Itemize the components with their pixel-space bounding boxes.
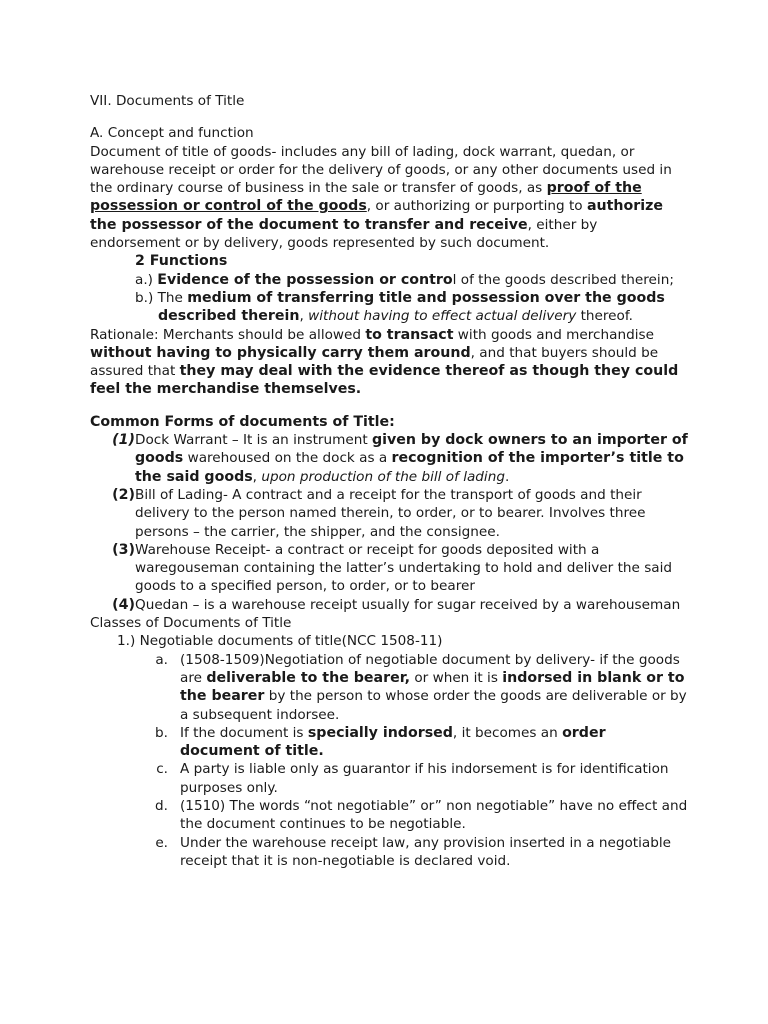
- subsection-a-heading: A. Concept and function: [90, 125, 254, 142]
- sub-item-e-text: Under the warehouse receipt law, any provision inserted in a negotiable receipt that it is non-negotiable is declared void.: [180, 834, 671, 869]
- sub-item-e: [90, 834, 690, 871]
- def-text-2: proof of the possession or control of the goods: [90, 180, 642, 215]
- sub-a-1: (1508-1509)Negotiation of negotiable document by delivery- if the goods are: [180, 651, 680, 686]
- function-b-italic: without having to effect actual delivery: [308, 308, 577, 325]
- sub-a-4: indorsed in blank or to the bearer: [180, 669, 685, 705]
- form-item-1: [90, 431, 690, 486]
- sub-item-d-letter: d.: [155, 797, 168, 814]
- sub-item-c-text: A party is liable only as guarantor if his indorsement is for identification purposes only.: [180, 761, 669, 796]
- form-item-3-number: (3): [112, 541, 135, 558]
- function-a-label: a.): [135, 271, 158, 288]
- sub-item-c: [90, 760, 690, 797]
- form-1-g: .: [504, 468, 510, 485]
- form-item-3-text: Warehouse Receipt- a contract or receipt for goods deposited with a waregouseman containing the latter’s undertaking to hold and deliver the said goods to a specified person, to order, or to bearer: [135, 541, 673, 595]
- rationale-2: to transact: [365, 326, 454, 343]
- form-item-2-text: Bill of Lading- A contract and a receipt for the transport of goods and their delivery to the person named therein, to order, or to bearer. Involves three persons – the carrier, the shipper, and the consignee.: [135, 486, 646, 540]
- form-1-e: ,: [252, 468, 262, 485]
- function-b: [135, 289, 690, 326]
- form-item-1-text: [135, 431, 690, 486]
- common-forms-block: [90, 413, 690, 614]
- rationale-paragraph: [90, 326, 690, 399]
- sub-item-d: [90, 797, 690, 834]
- form-item-2: [90, 486, 690, 541]
- sub-b-1: If the document is: [180, 724, 308, 741]
- sub-item-a-text: [180, 651, 690, 724]
- sub-item-b-text: [180, 724, 690, 761]
- function-a: [135, 271, 690, 289]
- form-1-f: upon production of the bill of lading: [261, 468, 505, 485]
- form-item-4: [90, 596, 690, 614]
- def-text-1: Document of title of goods- includes any bill of lading, dock warrant, quedan, or warehouse receipt or order for the delivery of goods, or any other documents used in the ordinary course of business in the sale or transfer of goods, as: [90, 143, 672, 197]
- sub-a-2: deliverable to the bearer,: [206, 669, 411, 686]
- common-forms-title: Common Forms of documents of Title:: [90, 413, 395, 430]
- rationale-4: without having to physically carry them around: [90, 344, 471, 361]
- rationale-3: with goods and merchandise: [453, 326, 654, 343]
- form-1-a: Dock Warrant – It is an instrument: [135, 432, 372, 449]
- negotiable-sublist: [90, 651, 690, 871]
- form-item-2-number: (2): [112, 486, 135, 503]
- def-text-3: , or authorizing or purporting to: [366, 198, 587, 215]
- rationale-1: Rationale: Merchants should be allowed: [90, 326, 366, 343]
- sub-item-a: [90, 651, 690, 724]
- definition-paragraph: [90, 143, 690, 253]
- document-body: [90, 92, 690, 870]
- sub-item-e-letter: e.: [155, 834, 168, 851]
- sub-item-c-letter: c.: [156, 761, 168, 778]
- function-a-rest: l of the goods described therein;: [452, 271, 674, 288]
- form-item-4-number: (4): [112, 596, 135, 613]
- sub-b-4: order document of title.: [180, 724, 606, 760]
- sub-a-3: or when it is: [410, 669, 503, 686]
- def-text-5: , either by endorsement or by delivery, goods represented by such document.: [90, 216, 598, 252]
- functions-title: 2 Functions: [135, 253, 228, 270]
- function-b-label: b.) The: [135, 289, 188, 306]
- sub-item-d-text: (1510) The words “not negotiable” or” non negotiable” have no effect and the document continues to be negotiable.: [180, 797, 688, 833]
- sub-b-3: , it becomes an: [452, 724, 563, 741]
- function-b-mid: ,: [299, 308, 309, 325]
- rationale-6: they may deal with the evidence thereof as though they could feel the merchandise themselves.: [90, 363, 679, 398]
- function-a-bold: Evidence of the possession or contro: [157, 271, 453, 288]
- def-text-4: authorize the possessor of the document to transfer and receive: [90, 198, 663, 233]
- form-item-3: [90, 541, 690, 596]
- section-heading: VII. Documents of Title: [90, 93, 245, 109]
- sub-item-a-letter: a.: [155, 651, 168, 668]
- function-b-bold: medium of transferring title and possession over the goods described therein: [158, 289, 665, 325]
- sub-item-b: [90, 724, 690, 761]
- sub-b-2: specially indorsed: [307, 724, 453, 741]
- sub-item-b-letter: b.: [155, 724, 168, 741]
- functions-block: [90, 252, 690, 325]
- function-b-end: thereof.: [576, 308, 633, 325]
- form-item-1-number: (1): [112, 432, 135, 449]
- classes-title: Classes of Documents of Title: [90, 615, 292, 632]
- form-1-d: recognition of the importer’s title to the said goods: [135, 450, 684, 485]
- form-item-4-text: Quedan – is a warehouse receipt usually for sugar received by a warehouseman: [135, 596, 681, 613]
- rationale-5: , and that buyers should be assured that: [90, 344, 659, 380]
- class-1-heading: 1.) Negotiable documents of title(NCC 1508-11): [117, 633, 443, 650]
- form-1-b: given by dock owners to an importer of goods: [135, 432, 688, 467]
- form-1-c: warehoused on the dock as a: [183, 450, 392, 467]
- sub-a-5: by the person to whose order the goods are deliverable or by a subsequent indorsee.: [180, 688, 687, 723]
